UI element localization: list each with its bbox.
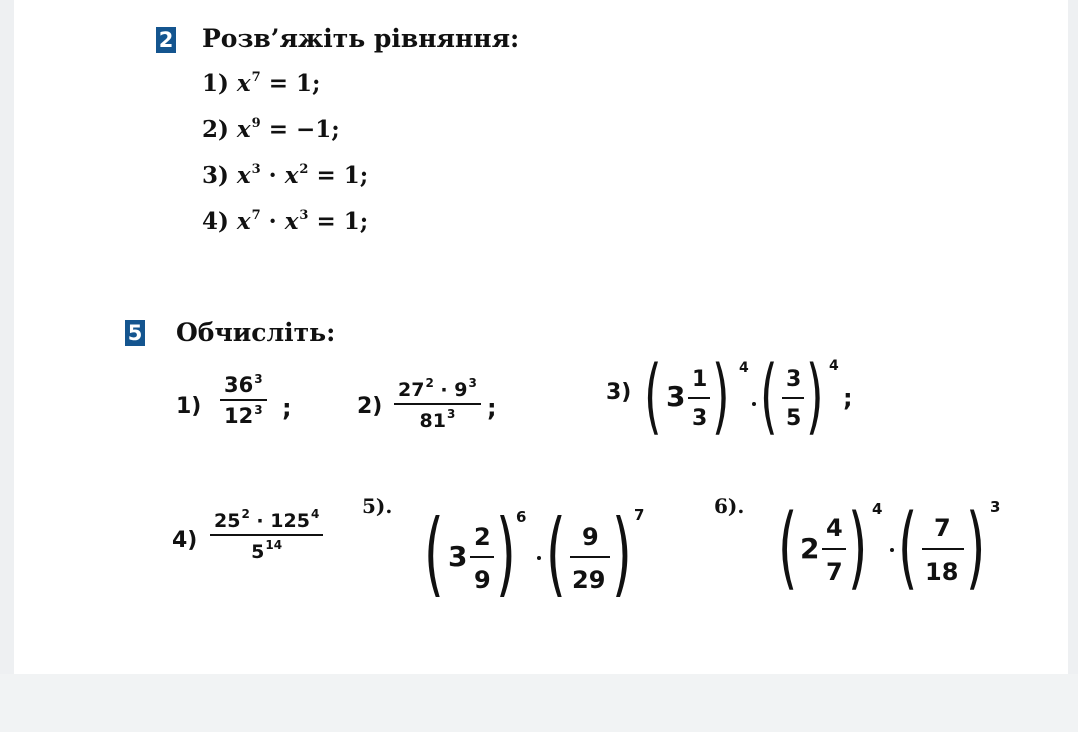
equation-label: 4) [202, 208, 229, 235]
equation-exponent: 2 [299, 162, 309, 177]
item-1-label: 1) [176, 394, 202, 419]
right-paren: ) [806, 349, 824, 444]
task-2-number-badge: 2 [156, 27, 176, 53]
fraction-denominator: 18 [925, 558, 959, 586]
numerator-base: 9 [454, 379, 468, 401]
item-5-label: 5). [362, 494, 393, 518]
item-1-semicolon: ; [282, 394, 292, 422]
item-6-label: 6). [714, 494, 745, 518]
task-5-number-badge: 5 [125, 320, 145, 346]
fraction-numerator: 3 [786, 367, 802, 392]
equation-item [202, 70, 320, 97]
equation-exponent: 7 [251, 208, 261, 223]
equation-operator: · [260, 162, 285, 189]
equation-item [202, 116, 340, 143]
left-paren: ( [778, 495, 798, 600]
item-1-fraction [220, 372, 267, 428]
denominator [420, 405, 456, 432]
fraction-numerator: 9 [582, 523, 599, 551]
numerator-base: 25 [214, 510, 241, 532]
equation-exponent: 3 [251, 162, 261, 177]
denominator [224, 401, 263, 428]
numerator-base: 27 [398, 379, 425, 401]
denominator-base: 81 [419, 410, 446, 432]
fraction-denominator: 29 [572, 566, 606, 594]
exponent: 4 [829, 358, 839, 374]
denominator-exponent: 3 [254, 403, 263, 417]
equation-base: x [284, 162, 299, 189]
denominator [251, 536, 282, 563]
fraction-numerator: 7 [934, 514, 951, 542]
fraction-bar [570, 556, 610, 558]
equation-label: 1) [202, 70, 229, 97]
left-paren: ( [546, 500, 566, 607]
exponent: 6 [516, 508, 527, 526]
item-4-label: 4) [172, 528, 198, 553]
fraction-numerator: 1 [692, 367, 708, 392]
task-5-title: Обчисліть: [176, 318, 336, 347]
numerator-exponent: 3 [254, 372, 263, 386]
numerator [220, 372, 267, 399]
fraction-numerator: 2 [474, 523, 491, 551]
equation-label: 2) [202, 116, 229, 143]
fraction-bar [822, 548, 846, 550]
left-paren: ( [898, 495, 918, 600]
equation-base: x [236, 116, 251, 143]
equation-base: x [236, 162, 251, 189]
fraction-bar [470, 556, 494, 558]
right-margin [1068, 0, 1078, 732]
fraction-denominator: 3 [692, 406, 708, 431]
fraction-bar [922, 548, 964, 550]
fraction-denominator: 7 [826, 558, 843, 586]
equation-rhs: = 1; [268, 70, 321, 97]
numerator-base: 125 [270, 510, 310, 532]
fraction-denominator: 9 [474, 566, 491, 594]
fraction-numerator: 4 [826, 514, 843, 542]
item-2-fraction [394, 376, 481, 432]
fraction-bar [782, 397, 804, 399]
bottom-margin [0, 674, 1078, 732]
multiply-dot [890, 548, 894, 552]
numerator-exponent: 2 [425, 376, 434, 390]
multiply-dot [752, 402, 756, 406]
equation-label: 3) [202, 162, 229, 189]
equation-rhs: = 1; [316, 162, 369, 189]
numerator-exponent: 4 [310, 507, 320, 521]
mixed-whole: 2 [800, 532, 820, 565]
numerator-exponent: 3 [468, 376, 477, 390]
multiply-dot [537, 556, 541, 560]
denominator-base: 12 [224, 404, 254, 428]
item-3-label: 3) [606, 380, 632, 405]
task-2-title: Розв’яжіть рівняння: [202, 24, 520, 53]
exponent: 7 [634, 506, 645, 524]
equation-exponent: 3 [299, 208, 309, 223]
right-paren: ) [848, 495, 868, 600]
item-2-label: 2) [357, 394, 383, 419]
equation-operator: · [260, 208, 285, 235]
left-paren: ( [424, 500, 444, 607]
equation-exponent: 9 [251, 116, 261, 131]
fraction-denominator: 5 [786, 406, 802, 431]
equation-base: x [236, 208, 251, 235]
item-3-semicolon: ; [843, 384, 853, 412]
item-4-fraction [210, 507, 323, 563]
right-paren: ) [712, 349, 730, 444]
numerator: $25^2 \cdot 125^4$ [214, 507, 320, 532]
equation-exponent: 7 [251, 70, 261, 85]
equation-base: x [236, 70, 251, 97]
denominator-exponent: 14 [265, 538, 283, 552]
equation-rhs: = 1; [316, 208, 369, 235]
right-paren: ) [612, 500, 632, 607]
equation-rhs: = −1; [268, 116, 340, 143]
exponent: 4 [872, 500, 883, 518]
item-2-semicolon: ; [487, 394, 497, 422]
left-paren: ( [760, 349, 778, 444]
right-paren: ) [966, 495, 986, 600]
left-paren: ( [644, 349, 662, 444]
numerator: $27^2 \cdot 9^3$ [398, 376, 477, 401]
numerator-base: 36 [224, 373, 254, 397]
mixed-whole: 3 [666, 380, 686, 413]
equation-base: x [284, 208, 299, 235]
numerator-exponent: 2 [241, 507, 250, 521]
right-paren: ) [496, 500, 516, 607]
equation-item [202, 208, 368, 235]
denominator-base: 5 [251, 541, 265, 563]
equation-item [202, 162, 368, 189]
left-margin [0, 0, 14, 732]
exponent: 4 [739, 360, 749, 376]
denominator-exponent: 3 [446, 407, 456, 421]
mixed-whole: 3 [448, 540, 468, 573]
fraction-bar [688, 397, 710, 399]
exponent: 3 [990, 498, 1001, 516]
